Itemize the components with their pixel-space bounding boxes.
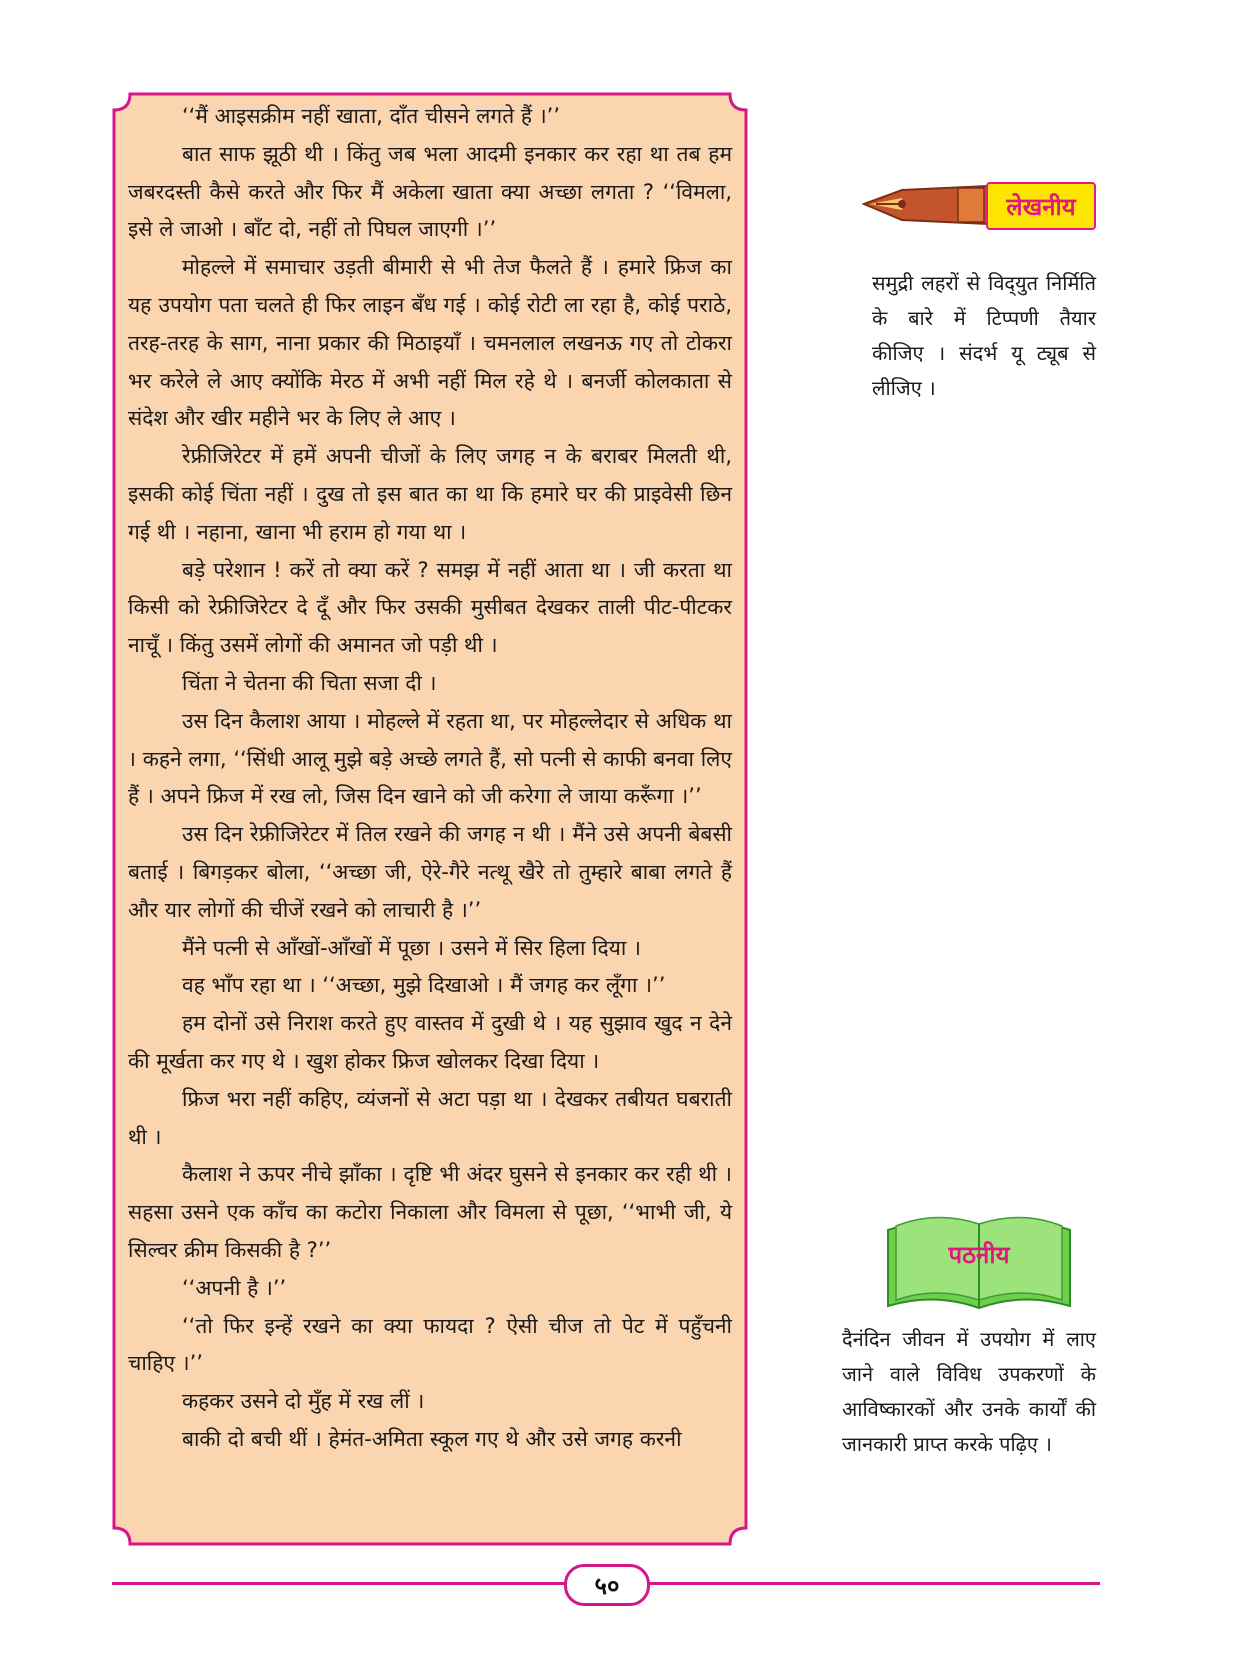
story-paragraph: मोहल्ले में समाचार उड़ती बीमारी से भी तेज फैलते हैं । हमारे फ्रिज का यह उपयोग पता चलते ही फिर लाइन बँध गई । कोई रोटी ला रहा है, कोई पराठे, तरह-तरह के साग, नाना प्रकार की मिठाइयाँ । चमनलाल लखनऊ गए तो टोकरा भर करेले ले आए क्योंकि मेरठ में अभी नहीं मिल रहे थे । बनर्जी कोलकाता से संदेश और खीर महीने भर के लिए ले आए ।: [128, 255, 732, 431]
story-paragraph: ‘‘मैं आइसक्रीम नहीं खाता, दाँत चीसने लगते हैं ।’’: [182, 104, 561, 128]
story-paragraph: चिंता ने चेतना की चिता सजा दी ।: [182, 670, 437, 695]
story-paragraph: हम दोनों उसे निराश करते हुए वास्तव में दुखी थे । यह सुझाव खुद न देने की मूर्खता कर गए थे । खुश होकर फ्रिज खोलकर दिखा दिया ।: [128, 1011, 732, 1073]
story-paragraph: कहकर उसने दो मुँह में रख लीं ।: [182, 1389, 425, 1414]
pathniya-label: पठनीय: [948, 1240, 1010, 1269]
pathniya-badge: [884, 1210, 1074, 1314]
lekhaniya-badge: [862, 178, 1096, 234]
story-paragraph: मैंने पत्नी से आँखों-आँखों में पूछा । उसने में सिर हिला दिया ।: [182, 935, 641, 960]
story-paragraph: बात साफ झूठी थी । किंतु जब भला आदमी इनकार कर रहा था तब हम जबरदस्ती कैसे करते और फिर मैं अकेला खाता क्या अच्छा लगता ? ‘‘विमला, इसे ले जाओ । बाँट दो, नहीं तो पिघल जाएगी ।’’: [128, 141, 732, 242]
story-paragraph: फ्रिज भरा नहीं कहिए, व्यंजनों से अटा पड़ा था । देखकर तबीयत घबराती थी ।: [128, 1086, 732, 1149]
story-paragraph: कैलाश ने ऊपर नीचे झाँका । दृष्टि भी अंदर घुसने से इनकार कर रही थी । सहसा उसने एक काँच का कटोरा निकाला और विमला से पूछा, ‘‘भाभी जी, ये सिल्वर क्रीम किसकी है ?’’: [128, 1162, 732, 1262]
lekhaniya-label: लेखनीय: [986, 182, 1096, 230]
story-paragraph: ‘‘तो फिर इन्हें रखने का क्या फायदा ? ऐसी चीज तो पेट में पहुँचनी चाहिए ।’’: [128, 1313, 732, 1376]
story-paragraph: उस दिन रेफ्रीजिरेटर में तिल रखने की जगह न थी । मैंने उसे अपनी बेबसी बताई । बिगड़कर बोला, ‘‘अच्छा जी, ऐरे-गैरे नत्थू खैरे तो तुम्हारे बाबा लगते हैं और यार लोगों की चीजें रखने को लाचारी है ।’’: [128, 822, 732, 922]
story-paragraph: रेफ्रीजिरेटर में हमें अपनी चीजों के लिए जगह न के बराबर मिलती थी, इसकी कोई चिंता नहीं । दुख तो इस बात का था कि हमारे घर की प्राइवेसी छिन गई थी । नहाना, खाना भी हराम हो गया था ।: [128, 444, 732, 544]
page-number: ५०: [564, 1564, 650, 1606]
story-paragraph: उस दिन कैलाश आया । मोहल्ले में रहता था, पर मोहल्लेदार से अधिक था । कहने लगा, ‘‘सिंधी आलू मुझे बड़े अच्छे लगते हैं, सो पत्नी से काफी बनवा लिए हैं । अपने फ्रिज में रख लो, जिस दिन खाने को जी करेगा ले जाया करूँगा ।’’: [128, 708, 732, 809]
story-text: [128, 98, 732, 1459]
lekhaniya-note: समुद्री लहरों से विद्‌युत निर्मिति के बारे में टिप्पणी तैयार कीजिए । संदर्भ यू ट्यूब से लीजिए ।: [872, 271, 1096, 400]
story-paragraph: वह भाँप रहा था । ‘‘अच्छा, मुझे दिखाओ । मैं जगह कर लूँगा ।’’: [182, 973, 666, 998]
pathniya-note: दैनंदिन जीवन में उपयोग में लाए जाने वाले विविध उपकरणों के आविष्कारकों और उनके कार्यों की जानकारी प्राप्त करके पढ़िए ।: [842, 1327, 1096, 1456]
story-panel: [108, 88, 752, 1550]
story-paragraph: ‘‘अपनी है ।’’: [182, 1275, 287, 1300]
story-paragraph: बाकी दो बची थीं । हेमंत-अमिता स्कूल गए थे और उसे जगह करनी: [182, 1426, 682, 1451]
story-paragraph: बड़े परेशान ! करें तो क्या करें ? समझ में नहीं आता था । जी करता था किसी को रेफ्रीजिरेटर दे दूँ और फिर उसकी मुसीबत देखकर ताली पीट-पीटकर नाचूँ । किंतु उसमें लोगों की अमानत जो पड़ी थी ।: [128, 557, 732, 658]
